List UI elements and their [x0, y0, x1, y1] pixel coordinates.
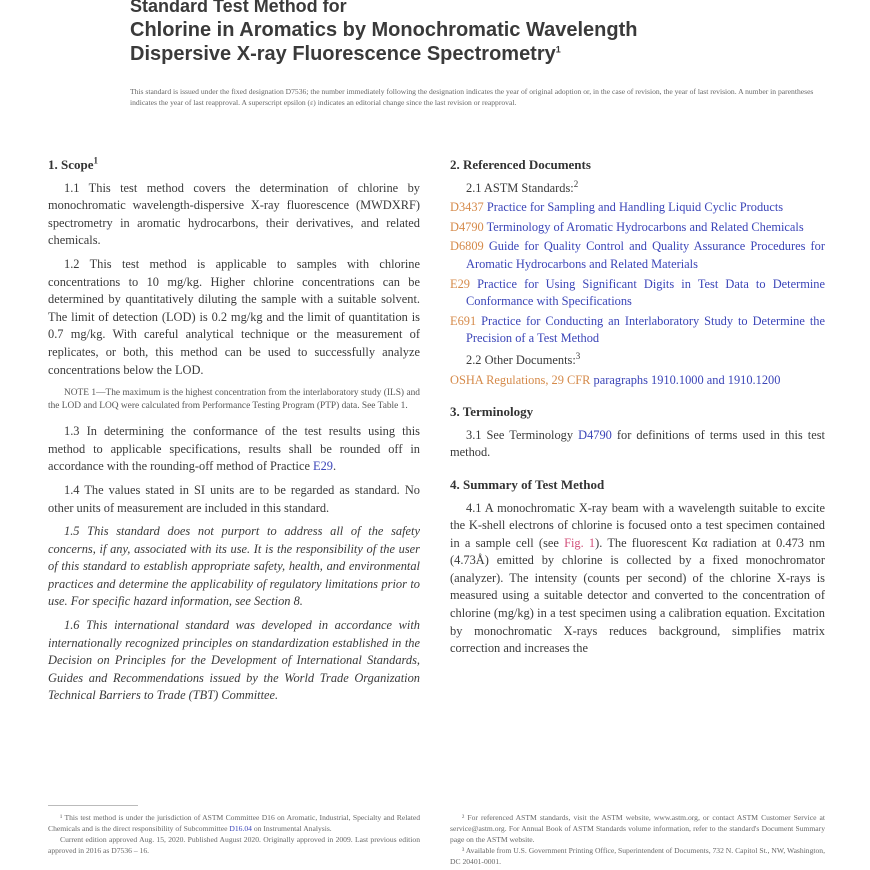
title-line-3-text: Dispersive X-ray Fluorescence Spectrometry — [130, 43, 556, 65]
paragraph-1-6: 1.6 This international standard was developed in accordance with internationally recognized principles on standardization established in the Decision on Principles for the Development of International Standards, Guides and Recommendations issued by the World Trade Organization Technical Barriers to Trade (TBT) Committee. — [48, 618, 420, 703]
section-terminology-heading: 3. Terminology — [450, 404, 534, 420]
other-sub-text: 2.2 Other Documents: — [466, 352, 576, 367]
other-footnote-marker[interactable]: 3 — [575, 350, 581, 361]
astm-standards-subheading — [466, 180, 825, 198]
reference-code-link[interactable]: E29 — [450, 276, 470, 291]
d4790-link[interactable]: D4790 — [578, 427, 612, 442]
section-summary-heading: 4. Summary of Test Method — [450, 476, 605, 492]
footnote-1 — [48, 812, 420, 834]
astm-footnote-marker[interactable]: 2 — [573, 178, 579, 189]
paragraph-4-1 — [450, 500, 825, 658]
footnote-rule — [48, 805, 138, 806]
p3-1-end: for definitions of terms used in this test method. — [450, 427, 825, 460]
title-line-1: Standard Test Method for — [130, 0, 347, 16]
reference-code-link[interactable]: D4790 — [450, 219, 484, 234]
paragraph-1-1: 1.1 This test method covers the determination of chlorine by monochromatic wavelength-dispersive X-ray fluorescence (MWDXRF) spectrometry in aromatic hydrocarbons, their derivatives, and related chemicals. — [48, 180, 420, 248]
fn1-text: ¹ This test method is under the jurisdiction of ASTM Committee D16 on Aromatic, Industrial, Specialty and Related Chemicals and is the direct responsibility of Subcommittee — [48, 813, 420, 833]
reference-title-link[interactable]: Terminology of Aromatic Hydrocarbons and Related Chemicals — [486, 219, 804, 234]
osha-reference — [450, 372, 825, 390]
title-block — [130, 0, 730, 66]
p4-1-text: 4.1 A monochromatic X-ray beam with a wavelength suitable to excite the K-shell electrons of chlorine is focused onto a test specimen contained in a sample cell (see — [450, 500, 825, 550]
fn1-end: on Instrumental Analysis. — [251, 824, 332, 833]
reference-code-link[interactable]: E691 — [450, 313, 477, 328]
title-footnote-marker[interactable]: 1 — [555, 44, 561, 55]
reference-list — [450, 199, 825, 348]
scope-footnote-marker[interactable]: 1 — [93, 155, 98, 166]
reference-code-link[interactable]: D3437 — [450, 200, 484, 215]
note-1: NOTE 1—The maximum is the highest concentration from the interlaboratory study (ILS) and the LOD and LOQ were calculated from Performance Testing Program (PTP) data. See Table 1. — [48, 388, 420, 412]
other-documents-subheading — [466, 352, 825, 370]
section-referenced-documents-heading: 2. Referenced Documents — [450, 157, 591, 172]
footnote-3: ³ Available from U.S. Government Printing Office, Superintendent of Documents, 732 N. Capitol St., NW, Washington, DC 20401-0001. — [450, 846, 825, 866]
astm-sub-text: 2.1 ASTM Standards: — [466, 180, 574, 195]
reference-item — [450, 276, 825, 311]
paragraph-1-3 — [48, 423, 420, 476]
footnote-2: ² For referenced ASTM standards, visit the ASTM website, www.astm.org, or contact ASTM Customer Service at service@astm.org. For Annual Book of ASTM Standards volume information, refer to the standard's Document Summary page on the ASTM website. — [450, 813, 825, 844]
paragraph-3-1 — [450, 427, 825, 462]
p3-1-text: 3.1 See Terminology — [466, 427, 579, 442]
osha-link[interactable]: OSHA Regulations, 29 CFR — [450, 372, 591, 387]
right-column — [450, 150, 825, 664]
footnotes-right — [450, 812, 825, 867]
reference-title-link[interactable]: Practice for Sampling and Handling Liquid Cyclic Products — [486, 200, 784, 215]
reference-code-link[interactable]: D6809 — [450, 239, 484, 254]
reference-item — [450, 219, 825, 237]
p1-3-end: . — [333, 459, 337, 474]
scope-heading-text: 1. Scope — [48, 157, 94, 172]
e29-link[interactable]: E29 — [313, 459, 334, 474]
issue-note: This standard is issued under the fixed designation D7536; the number immediately following the designation indicates the year of original adoption or, in the case of revision, the year of last revision. A number in parentheses indicates the year of last reapproval. A superscript epsilon (ε) indicates an editorial change since the last revision or reapproval. — [130, 87, 814, 107]
title-line-3 — [130, 42, 730, 66]
reference-item — [450, 199, 825, 217]
d16-04-link[interactable]: D16.04 — [229, 824, 252, 833]
reference-title-link[interactable]: Practice for Conducting an Interlaboratory Study to Determine the Precision of a Test Method — [466, 313, 825, 346]
p4-1-end: ). The fluorescent Kα radiation at 0.473 nm (4.73Å) emitted by chlorine is collected by a fixed monochromator (analyzer). The intensity (counts per second) of the chlorine X-rays is measured using a suitable detector and converted to the concentration of chlorine (mg/kg) in a test specimen using a calibration equation. Excitation by monochromatic X-rays reduces background, simplifies matrix correction and increases the — [450, 535, 825, 656]
paragraph-1-2: 1.2 This test method is applicable to samples with chlorine concentrations to 10 mg/kg. Higher chlorine concentrations can be determined by quantitatively diluting the sample with a suitable solvent. The limit of detection (LOD) is 0.2 mg/kg and the limit of quantitation is 0.7 mg/kg. With careful analytical technique or the measurement of replicates, or both, this method can be used to successfully analyze concentrations below the LOD. — [48, 256, 420, 377]
paragraph-1-5: 1.5 This standard does not purport to address all of the safety concerns, if any, associated with its use. It is the responsibility of the user of this standard to establish appropriate safety, health, and environmental practices and determine the applicability of regulatory limitations prior to use. For specific hazard information, see Section 8. — [48, 524, 420, 609]
osha-paragraphs-link[interactable]: paragraphs 1910.1000 and 1910.1200 — [590, 372, 781, 387]
title-line-2: Chlorine in Aromatics by Monochromatic Wavelength — [130, 19, 638, 41]
reference-item — [450, 238, 825, 273]
p1-3-text: 1.3 In determining the conformance of the test results using this method to applicable specifications, results shall be rounded off in accordance with the rounding-off method of Practice — [48, 424, 420, 474]
reference-item — [450, 313, 825, 348]
paragraph-1-4: 1.4 The values stated in SI units are to be regarded as standard. No other units of measurement are included in this standard. — [48, 482, 420, 515]
section-scope-heading — [48, 156, 420, 174]
footnotes-left — [48, 805, 420, 856]
reference-title-link[interactable]: Practice for Using Significant Digits in Test Data to Determine Conformance with Specifications — [466, 276, 825, 309]
fig1-link[interactable]: Fig. 1 — [564, 535, 596, 550]
footnote-1-edition: Current edition approved Aug. 15, 2020. Published August 2020. Originally approved in 2009. Last previous edition approved in 2016 as D7536 – 16. — [48, 835, 420, 855]
reference-title-link[interactable]: Guide for Quality Control and Quality Assurance Procedures for Aromatic Hydrocarbons and Related Materials — [466, 239, 825, 271]
left-column — [48, 150, 420, 711]
